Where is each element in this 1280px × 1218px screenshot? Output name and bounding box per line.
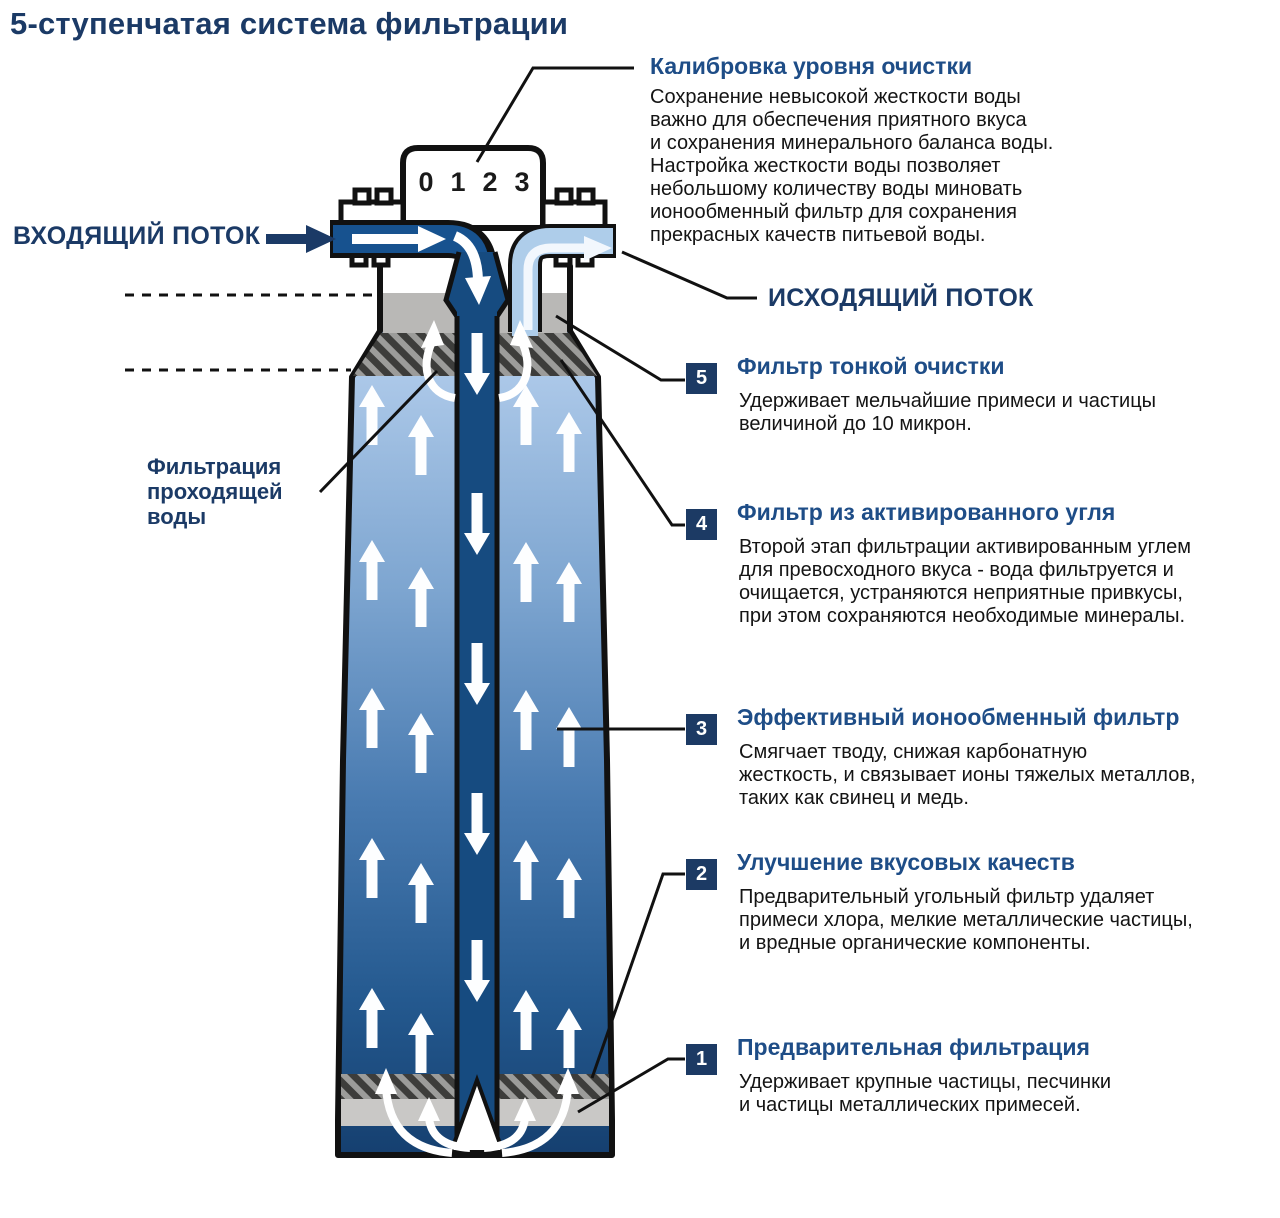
stage-title-2: Улучшение вкусовых качеств <box>737 849 1075 875</box>
calibration-description: Сохранение невысокой жесткости воды важно для обеспечения приятного вкуса и сохранения минерального баланса воды. Настройка жесткости воды позволяет небольшому количеству воды миновать ионообменный фильтр для сохранения прекрасных качеств питьевой воды. <box>650 86 1054 246</box>
stage-desc-1: Удерживает крупные частицы, песчинки и частицы металлических примесей. <box>739 1071 1111 1116</box>
stage-desc-5: Удерживает мельчайшие примеси и частицы величиной до 10 микрон. <box>739 390 1157 435</box>
passing-water-label: Фильтрация проходящей воды <box>147 454 283 529</box>
stage-desc-4: Второй этап фильтрации активированным углем для превосходного вкуса - вода фильтруется и очищается, устраняются неприятные привкусы, при этом сохраняются необходимые минералы. <box>739 536 1192 627</box>
calibration-title: Калибровка уровня очистки <box>650 53 973 79</box>
dial-number-2: 2 <box>482 167 498 197</box>
stage-badge-3: 3 <box>686 714 717 745</box>
stage-badge-5: 5 <box>686 363 717 394</box>
dial-head-icon <box>341 148 605 228</box>
stage-badge-2: 2 <box>686 859 717 890</box>
stage-title-1: Предварительная фильтрация <box>737 1034 1090 1060</box>
incoming-arrow-icon <box>266 225 336 253</box>
outgoing-flow-label: ИСХОДЯЩИЙ ПОТОК <box>768 284 1034 312</box>
stage-badge-1: 1 <box>686 1044 717 1075</box>
dial-number-0: 0 <box>418 167 434 197</box>
page-title: 5-ступенчатая система фильтрации <box>10 6 569 41</box>
incoming-flow-label: ВХОДЯЩИЙ ПОТОК <box>13 222 261 250</box>
stage-badge-4: 4 <box>686 509 717 540</box>
stage-title-5: Фильтр тонкой очистки <box>737 353 1005 379</box>
stage-desc-3: Смягчает тводу, снижая карбонатную жесткость, и связывает ионы тяжелых металлов, таких как свинец и медь. <box>739 741 1196 809</box>
dashed-lines <box>125 295 377 370</box>
stage-desc-2: Предварительный угольный фильтр удаляет примеси хлора, мелкие металлические частицы, и вредные органические компоненты. <box>739 886 1193 954</box>
dial-number-1: 1 <box>450 167 466 197</box>
dial-number-3: 3 <box>514 167 530 197</box>
stage-title-3: Эффективный ионообменный фильтр <box>737 704 1180 730</box>
stage-title-4: Фильтр из активированного угля <box>737 499 1116 525</box>
